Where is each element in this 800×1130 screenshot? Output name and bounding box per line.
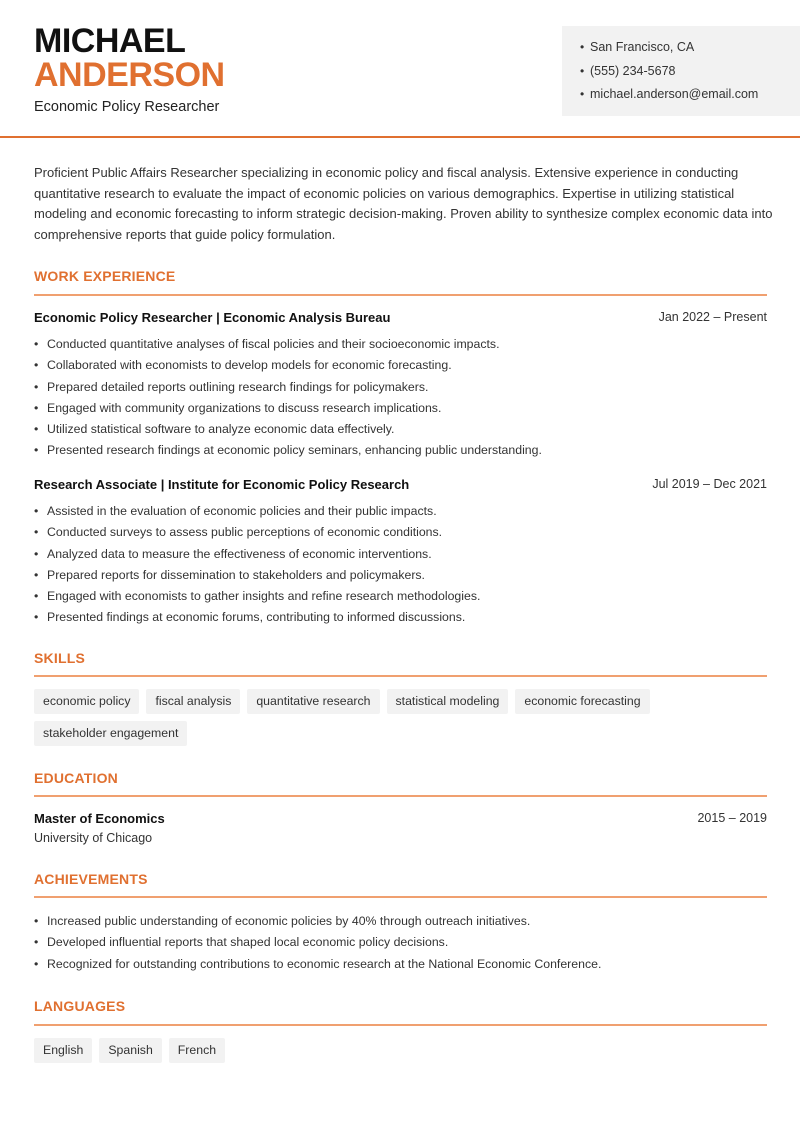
first-name: MICHAEL bbox=[34, 22, 186, 60]
section-divider bbox=[34, 896, 767, 898]
list-item bbox=[34, 913, 774, 934]
language-chip: Spanish bbox=[99, 1038, 161, 1063]
achievement-bullets bbox=[34, 913, 774, 977]
bullet-icon: • bbox=[34, 504, 39, 518]
bullet-icon: • bbox=[34, 546, 39, 561]
list-item bbox=[34, 336, 774, 357]
bullet-icon: • bbox=[34, 567, 39, 582]
section-divider bbox=[34, 795, 767, 797]
skill-chip: stakeholder engagement bbox=[34, 721, 187, 746]
bullet-icon: • bbox=[34, 956, 39, 971]
list-item-text: Developed influential reports that shaped local economic policy decisions. bbox=[47, 935, 449, 950]
list-item-text: Prepared detailed reports outlining research findings for policymakers. bbox=[47, 379, 429, 394]
skill-chip: quantitative research bbox=[247, 689, 379, 714]
list-item bbox=[34, 609, 774, 630]
list-item bbox=[34, 524, 774, 545]
skill-chip: fiscal analysis bbox=[146, 689, 240, 714]
list-item-text: Collaborated with economists to develop models for economic forecasting. bbox=[47, 358, 452, 373]
bullet-icon: • bbox=[34, 379, 39, 394]
section-title-languages: LANGUAGES bbox=[34, 998, 126, 1014]
bullet-icon: • bbox=[34, 358, 39, 373]
job-header bbox=[34, 477, 767, 492]
contact-location bbox=[580, 39, 800, 63]
list-item bbox=[34, 357, 774, 378]
list-item bbox=[34, 421, 774, 442]
bullet-icon: • bbox=[34, 400, 39, 415]
job-bullets bbox=[34, 503, 774, 631]
bullet-icon: • bbox=[34, 914, 39, 928]
section-divider bbox=[34, 675, 767, 677]
resume-header bbox=[0, 0, 800, 138]
list-item-text: Presented research findings at economic policy seminars, enhancing public understanding. bbox=[47, 443, 542, 458]
bullet-icon: • bbox=[580, 87, 585, 101]
summary-paragraph: Proficient Public Affairs Researcher specializing in economic policy and fiscal analysis. Extensive experience in conducting quantitative research to evaluate the impact of economic policies on various demographics. Expertise in utilizing statistical modeling and economic forecasting to inform strategic decision-making. Proven ability to synthesize complex economic data into comprehensive reports that guide policy formulation. bbox=[34, 165, 773, 242]
list-item-text: Increased public understanding of economic policies by 40% through outreach initiatives. bbox=[47, 914, 531, 928]
education-school: University of Chicago bbox=[34, 831, 153, 845]
bullet-icon: • bbox=[34, 422, 39, 437]
section-divider bbox=[34, 294, 767, 296]
skill-chip: statistical modeling bbox=[387, 689, 509, 714]
contact-box bbox=[562, 26, 800, 116]
list-item bbox=[34, 956, 774, 977]
job-title: Economic Policy Researcher bbox=[34, 99, 220, 115]
list-item-text: Utilized statistical software to analyze economic data effectively. bbox=[47, 422, 395, 437]
bullet-icon: • bbox=[34, 525, 39, 540]
skill-chip: economic policy bbox=[34, 689, 139, 714]
list-item-text: Prepared reports for dissemination to stakeholders and policymakers. bbox=[47, 567, 425, 582]
section-divider bbox=[34, 1024, 767, 1026]
list-item bbox=[34, 567, 774, 588]
skill-chip: economic forecasting bbox=[515, 689, 649, 714]
email-text[interactable]: michael.anderson@email.com bbox=[590, 87, 759, 101]
bullet-icon: • bbox=[34, 610, 39, 625]
language-chip: English bbox=[34, 1038, 92, 1063]
list-item-text: Assisted in the evaluation of economic policies and their public impacts. bbox=[47, 504, 437, 518]
job-dates: Jul 2019 – Dec 2021 bbox=[652, 477, 767, 491]
education-degree: Master of Economics bbox=[34, 811, 165, 826]
job-header bbox=[34, 310, 767, 325]
list-item bbox=[34, 546, 774, 567]
bullet-icon: • bbox=[34, 935, 39, 950]
last-name: ANDERSON bbox=[34, 56, 225, 94]
bullet-icon: • bbox=[580, 40, 585, 54]
list-item-text: Engaged with community organizations to discuss research implications. bbox=[47, 400, 442, 415]
list-item bbox=[34, 400, 774, 421]
list-item-text: Analyzed data to measure the effectiveness of economic interventions. bbox=[47, 546, 432, 561]
list-item-text: Conducted surveys to assess public perceptions of economic conditions. bbox=[47, 525, 443, 540]
list-item bbox=[34, 934, 774, 955]
language-chip: French bbox=[169, 1038, 225, 1063]
list-item bbox=[34, 588, 774, 609]
list-item bbox=[34, 442, 774, 463]
job-role: Economic Policy Researcher | Economic Analysis Bureau bbox=[34, 310, 391, 325]
contact-email bbox=[580, 86, 800, 110]
section-title-skills: SKILLS bbox=[34, 650, 85, 666]
location-text: San Francisco, CA bbox=[590, 40, 695, 54]
list-item-text: Conducted quantitative analyses of fiscal policies and their socioeconomic impacts. bbox=[47, 337, 500, 351]
bullet-icon: • bbox=[580, 63, 585, 78]
list-item-text: Presented findings at economic forums, contributing to informed discussions. bbox=[47, 610, 466, 625]
bullet-icon: • bbox=[34, 589, 39, 604]
skills-list bbox=[34, 689, 774, 753]
bullet-icon: • bbox=[34, 443, 39, 458]
list-item bbox=[34, 379, 774, 400]
education-dates: 2015 – 2019 bbox=[697, 811, 767, 825]
job-bullets bbox=[34, 336, 774, 464]
bullet-icon: • bbox=[34, 337, 39, 351]
list-item bbox=[34, 503, 774, 524]
job-dates: Jan 2022 – Present bbox=[658, 310, 767, 324]
list-item-text: Engaged with economists to gather insights and refine research methodologies. bbox=[47, 589, 481, 604]
section-title-work: WORK EXPERIENCE bbox=[34, 268, 176, 284]
contact-phone bbox=[580, 63, 800, 87]
phone-text[interactable]: (555) 234-5678 bbox=[590, 63, 676, 78]
job-role: Research Associate | Institute for Economic Policy Research bbox=[34, 477, 410, 492]
section-title-achievements: ACHIEVEMENTS bbox=[34, 871, 148, 887]
languages-list bbox=[34, 1038, 774, 1070]
section-title-education: EDUCATION bbox=[34, 770, 118, 786]
list-item-text: Recognized for outstanding contributions to economic research at the National Economic Conference. bbox=[47, 956, 602, 971]
